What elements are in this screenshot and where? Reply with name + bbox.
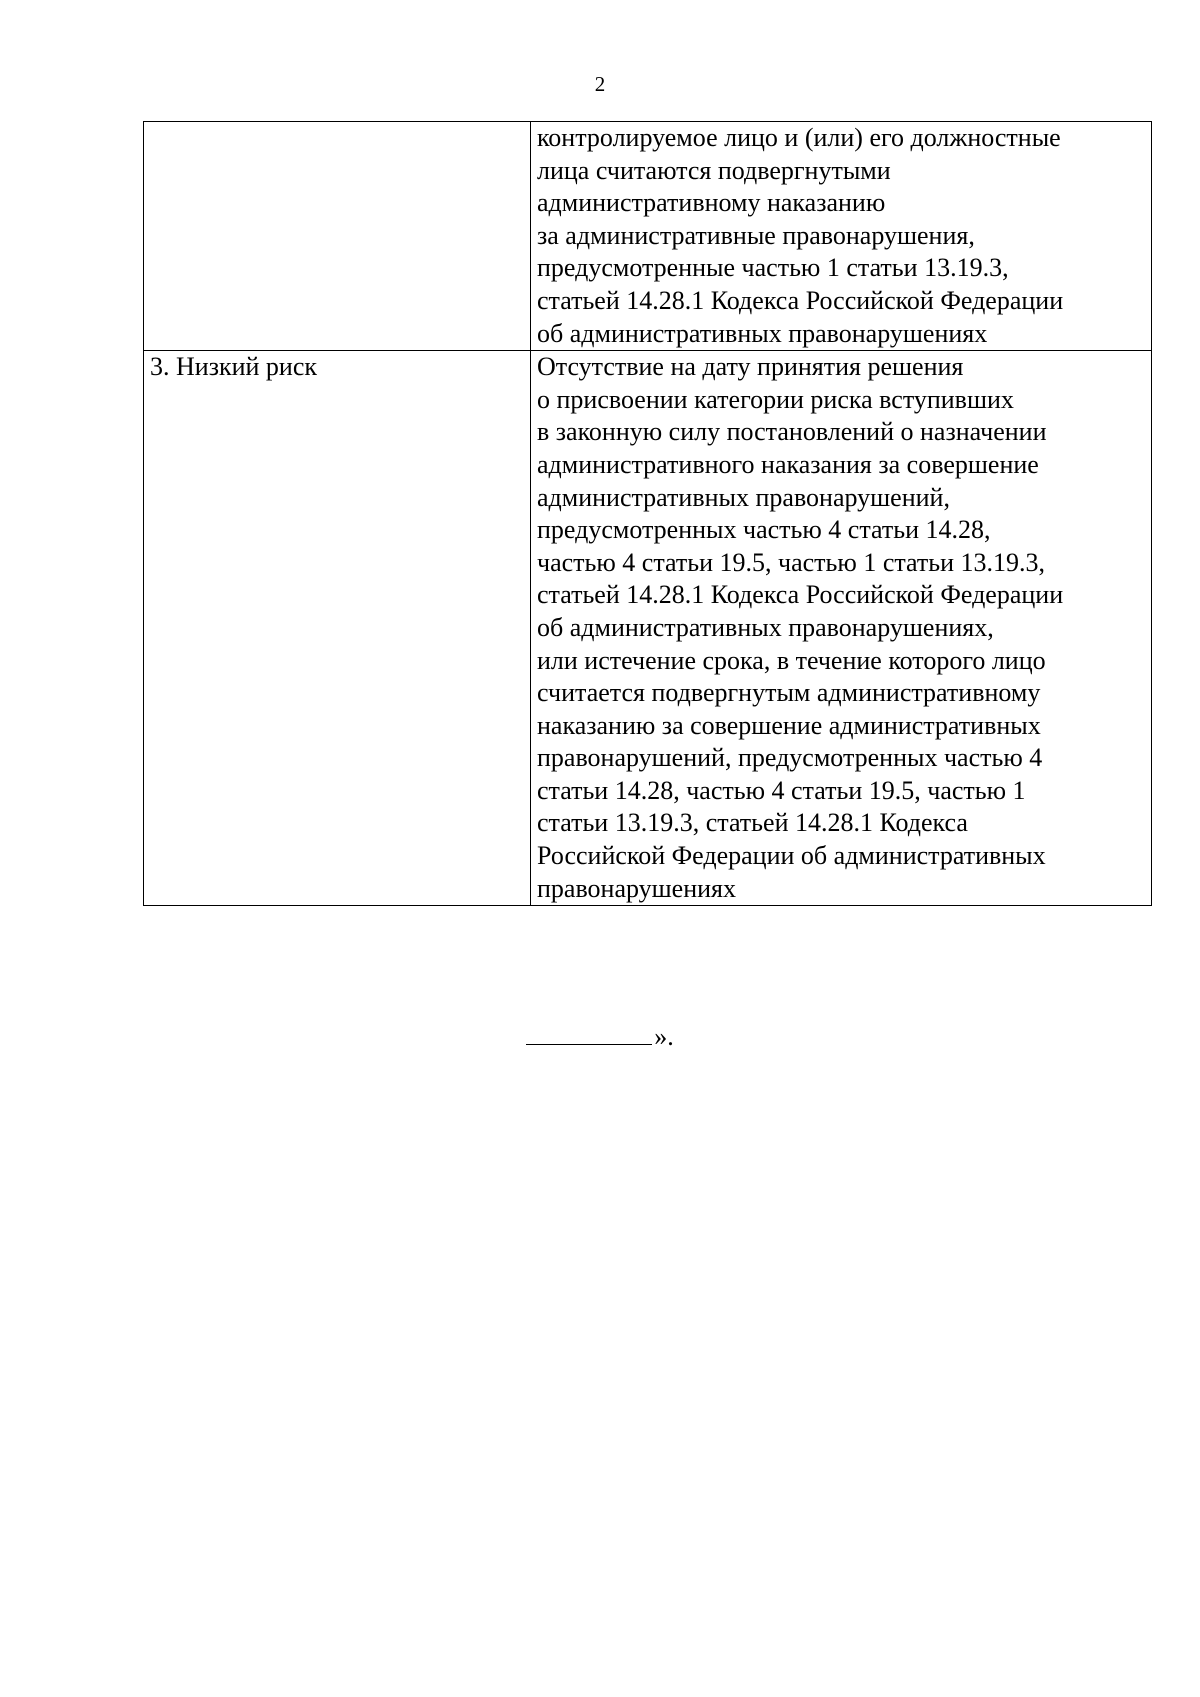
risk-criteria-cell <box>531 122 1152 351</box>
risk-category-cell: 3. Низкий риск <box>144 351 531 906</box>
criteria-line: лица считаются подвергнутыми <box>537 155 891 185</box>
page-number: 2 <box>594 72 606 96</box>
criteria-line: наказанию за совершение административных <box>537 710 1041 740</box>
table-row <box>144 351 1152 906</box>
risk-category-table <box>143 121 1152 906</box>
criteria-line: административному наказанию <box>537 188 886 218</box>
signature-blank-line <box>526 1018 652 1045</box>
criteria-line: о присвоении категории риска вступивших <box>537 384 1014 414</box>
criteria-line: правонарушениях <box>537 873 737 903</box>
criteria-line: за административные правонарушения, <box>537 220 975 250</box>
table-row <box>144 122 1152 351</box>
risk-criteria-cell <box>531 351 1152 906</box>
criteria-line: контролируемое лицо и (или) его должностные <box>537 123 1061 152</box>
closing-quote: ». <box>654 1022 674 1051</box>
criteria-line: или истечение срока, в течение которого лицо <box>537 645 1046 675</box>
criteria-line: считается подвергнутым административному <box>537 678 1041 708</box>
criteria-line: статьи 13.19.3, статьей 14.28.1 Кодекса <box>537 808 968 838</box>
criteria-line: статьи 14.28, частью 4 статьи 19.5, частью 1 <box>537 775 1026 805</box>
criteria-line: Отсутствие на дату принятия решения <box>537 352 964 382</box>
criteria-line: об административных правонарушениях <box>537 318 988 348</box>
criteria-line: об административных правонарушениях, <box>537 612 994 642</box>
criteria-line: предусмотренных частью 4 статьи 14.28, <box>537 515 991 545</box>
criteria-line: статьей 14.28.1 Кодекса Российской Федерации <box>537 285 1064 315</box>
criteria-line: административного наказания за совершение <box>537 449 1039 479</box>
criteria-line: Российской Федерации об административных <box>537 841 1046 871</box>
closing-mark <box>0 1018 1200 1053</box>
criteria-line: правонарушений, предусмотренных частью 4 <box>537 743 1043 773</box>
criteria-line: частью 4 статьи 19.5, частью 1 статьи 13.19.3, <box>537 547 1046 577</box>
criteria-line: в законную силу постановлений о назначении <box>537 417 1047 447</box>
criteria-line: статьей 14.28.1 Кодекса Российской Федерации <box>537 580 1064 610</box>
risk-category-cell <box>144 122 531 351</box>
criteria-line: предусмотренные частью 1 статьи 13.19.3, <box>537 253 1009 283</box>
criteria-line: административных правонарушений, <box>537 482 950 512</box>
